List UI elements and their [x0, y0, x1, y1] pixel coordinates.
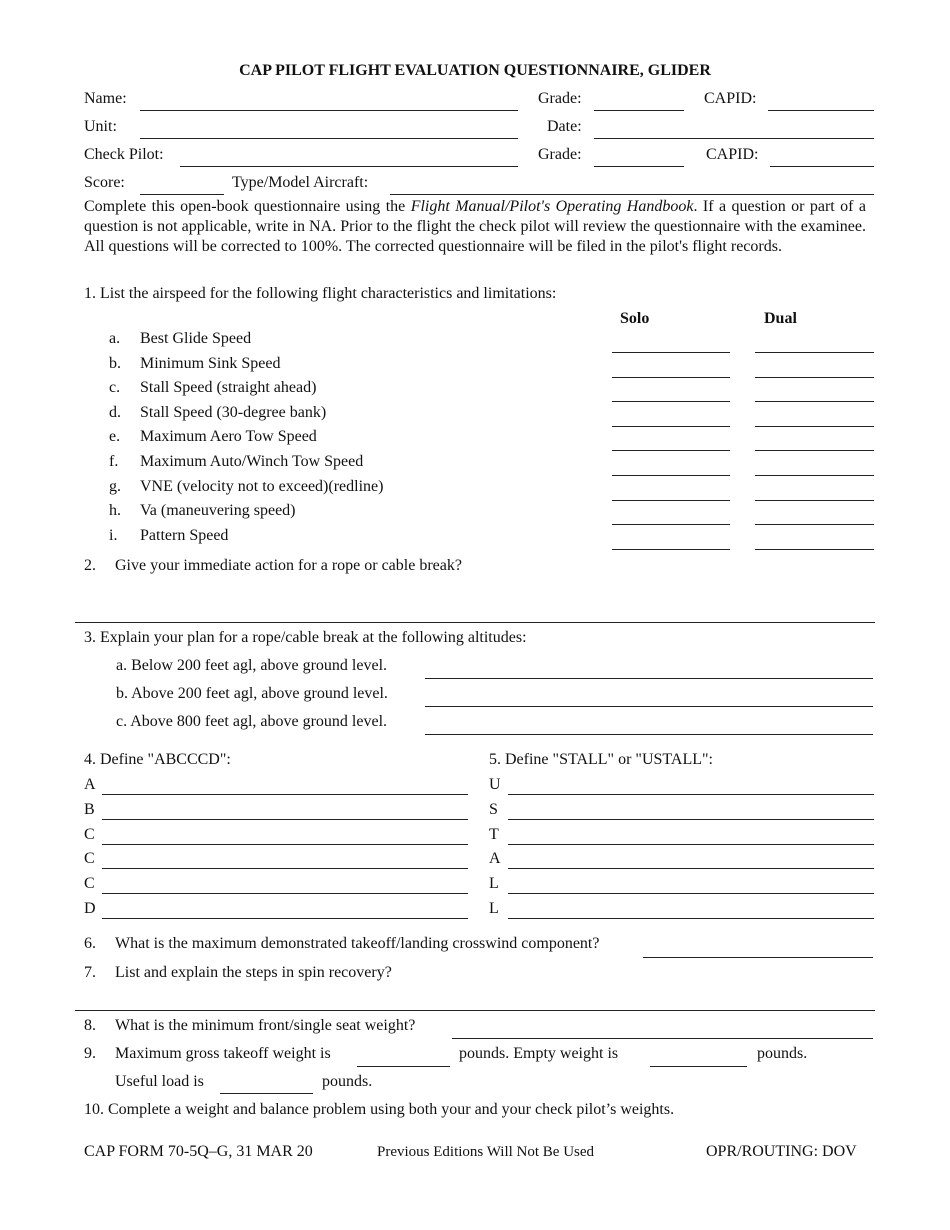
q6-answer[interactable] — [643, 957, 873, 958]
q4-text: 4. Define "ABCCCD": — [84, 751, 231, 768]
capid-field[interactable] — [768, 110, 874, 111]
solo-field[interactable] — [612, 524, 730, 525]
grade-field[interactable] — [594, 110, 684, 111]
q4-letter: A — [84, 776, 96, 793]
q4-letter: B — [84, 801, 95, 818]
check-pilot-capid-field[interactable] — [770, 166, 874, 167]
item-letter: d. — [109, 404, 121, 421]
q7-answer-line[interactable] — [75, 1010, 875, 1011]
q6-number: 6. — [84, 935, 96, 952]
q4-answer[interactable] — [102, 893, 468, 894]
solo-field[interactable] — [612, 450, 730, 451]
q9-useful-label: Useful load is — [115, 1073, 204, 1090]
q5-letter: L — [489, 900, 499, 917]
item-label: Stall Speed (30-degree bank) — [140, 404, 327, 421]
dual-field[interactable] — [755, 475, 874, 476]
grade-label: Grade: — [538, 90, 582, 107]
q5-answer[interactable] — [508, 868, 874, 869]
dual-header: Dual — [764, 310, 797, 327]
q3-item-b: b. Above 200 feet agl, above ground level. — [116, 685, 388, 702]
q4-letter: C — [84, 826, 95, 843]
instructions: Complete this open-book questionnaire using the Flight Manual/Pilot's Operating Handbook. If a question or part of a question is not applicable, write in NA. Prior to the flight the check pilot will review the questionnaire with the examinee. All questions will be corrected to 100%. The corrected questionnaire will be filed in the pilot's flight records. — [84, 198, 867, 255]
item-label: Best Glide Speed — [140, 330, 252, 347]
q8-number: 8. — [84, 1017, 96, 1034]
score-label: Score: — [84, 174, 125, 191]
q4-letter: D — [84, 900, 96, 917]
editions-notice: Previous Editions Will Not Be Used — [377, 1144, 595, 1160]
solo-header: Solo — [620, 310, 650, 327]
q5-answer[interactable] — [508, 918, 874, 919]
item-letter: h. — [109, 502, 121, 519]
name-field[interactable] — [140, 110, 518, 111]
q5-letter: A — [489, 850, 501, 867]
q4-letter: C — [84, 875, 95, 892]
item-label: Minimum Sink Speed — [140, 355, 281, 372]
q7-text: List and explain the steps in spin recovery? — [115, 964, 392, 981]
solo-field[interactable] — [612, 426, 730, 427]
check-pilot-capid-label: CAPID: — [706, 146, 759, 163]
q6-text: What is the maximum demonstrated takeoff/landing crosswind component? — [115, 935, 600, 952]
check-pilot-label: Check Pilot: — [84, 146, 164, 163]
q4-answer[interactable] — [102, 794, 468, 795]
q3-item-c: c. Above 800 feet agl, above ground level. — [116, 713, 388, 730]
empty-weight-field[interactable] — [650, 1066, 747, 1067]
form-title: CAP PILOT FLIGHT EVALUATION QUESTIONNAIRE, GLIDER — [239, 62, 711, 79]
solo-field[interactable] — [612, 377, 730, 378]
dual-field[interactable] — [755, 549, 874, 550]
q5-answer[interactable] — [508, 844, 874, 845]
q3-item-a: a. Below 200 feet agl, above ground level. — [116, 657, 388, 674]
q5-letter: L — [489, 875, 499, 892]
dual-field[interactable] — [755, 377, 874, 378]
item-letter: a. — [109, 330, 121, 347]
unit-label: Unit: — [84, 118, 117, 135]
solo-field[interactable] — [612, 475, 730, 476]
q4-answer[interactable] — [102, 918, 468, 919]
item-label: Maximum Auto/Winch Tow Speed — [140, 453, 364, 470]
check-pilot-grade-label: Grade: — [538, 146, 582, 163]
dual-field[interactable] — [755, 401, 874, 402]
q8-text: What is the minimum front/single seat weight? — [115, 1017, 416, 1034]
score-field[interactable] — [140, 194, 224, 195]
q5-answer[interactable] — [508, 794, 874, 795]
q5-letter: U — [489, 776, 501, 793]
q9-empty-label: pounds. Empty weight is — [459, 1045, 619, 1062]
useful-load-field[interactable] — [220, 1093, 313, 1094]
q2-number: 2. — [84, 557, 96, 574]
solo-field[interactable] — [612, 352, 730, 353]
q8-answer[interactable] — [452, 1038, 873, 1039]
item-label: Pattern Speed — [140, 527, 229, 544]
gross-weight-field[interactable] — [357, 1066, 450, 1067]
name-label: Name: — [84, 90, 127, 107]
q4-letter: C — [84, 850, 95, 867]
dual-field[interactable] — [755, 426, 874, 427]
solo-field[interactable] — [612, 500, 730, 501]
item-letter: i. — [109, 527, 118, 544]
dual-field[interactable] — [755, 500, 874, 501]
q3-answer-a[interactable] — [425, 678, 873, 679]
form-number: CAP FORM 70-5Q–G, 31 MAR 20 — [84, 1143, 313, 1160]
q3-answer-b[interactable] — [425, 706, 873, 707]
item-letter: f. — [109, 453, 119, 470]
date-label: Date: — [547, 118, 582, 135]
check-pilot-field[interactable] — [180, 166, 518, 167]
type-model-label: Type/Model Aircraft: — [232, 174, 369, 191]
q9-pounds-label: pounds. — [757, 1045, 808, 1062]
type-model-field[interactable] — [390, 194, 874, 195]
dual-field[interactable] — [755, 524, 874, 525]
date-field[interactable] — [594, 138, 874, 139]
item-label: Maximum Aero Tow Speed — [140, 428, 317, 445]
q4-answer[interactable] — [102, 868, 468, 869]
q5-letter: S — [489, 801, 498, 818]
q5-answer[interactable] — [508, 819, 874, 820]
q5-text: 5. Define "STALL" or "USTALL": — [489, 751, 713, 768]
solo-field[interactable] — [612, 401, 730, 402]
q3-text: 3. Explain your plan for a rope/cable break at the following altitudes: — [84, 629, 527, 646]
item-letter: e. — [109, 428, 121, 445]
q9-number: 9. — [84, 1045, 96, 1062]
q5-answer[interactable] — [508, 893, 874, 894]
q7-number: 7. — [84, 964, 96, 981]
q2-answer-line[interactable] — [75, 622, 875, 623]
q3-answer-c[interactable] — [425, 734, 873, 735]
unit-field[interactable] — [140, 138, 518, 139]
q4-answer[interactable] — [102, 819, 468, 820]
item-label: Va (maneuvering speed) — [140, 502, 296, 519]
q9-gross-label: Maximum gross takeoff weight is — [115, 1045, 331, 1062]
solo-field[interactable] — [612, 549, 730, 550]
item-letter: c. — [109, 379, 121, 396]
dual-field[interactable] — [755, 450, 874, 451]
dual-field[interactable] — [755, 352, 874, 353]
q1-text: 1. List the airspeed for the following flight characteristics and limitations: — [84, 285, 557, 302]
q10-text: 10. Complete a weight and balance problem using both your and your check pilot’s weights. — [84, 1101, 675, 1118]
q4-answer[interactable] — [102, 844, 468, 845]
opr-routing: OPR/ROUTING: DOV — [706, 1143, 857, 1160]
capid-label: CAPID: — [704, 90, 757, 107]
q9-useful-pounds-label: pounds. — [322, 1073, 373, 1090]
item-label: VNE (velocity not to exceed)(redline) — [140, 478, 384, 495]
check-pilot-grade-field[interactable] — [594, 166, 684, 167]
item-letter: b. — [109, 355, 121, 372]
q5-letter: T — [489, 826, 499, 843]
item-letter: g. — [109, 478, 121, 495]
q2-text: Give your immediate action for a rope or cable break? — [115, 557, 462, 574]
item-label: Stall Speed (straight ahead) — [140, 379, 317, 396]
